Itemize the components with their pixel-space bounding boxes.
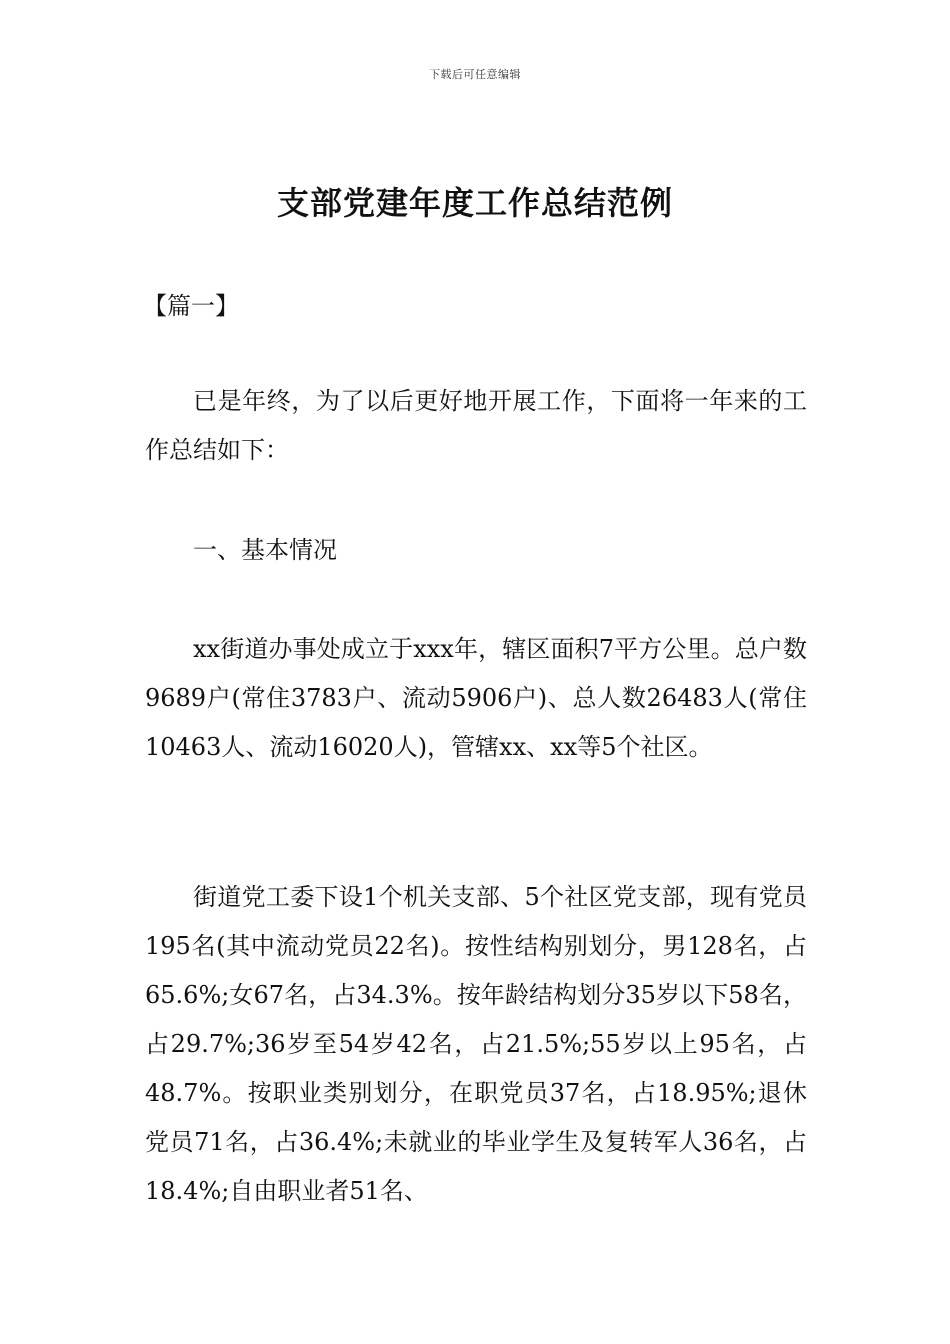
section-heading-basic: 一、基本情况 [193, 536, 337, 564]
basic-info-paragraph: xx街道办事处成立于xxx年，辖区面积7平方公里。总户数9689户(常住3783户、流动5906户)、总人数26483人(常住10463人、流动16020人)，管辖xx、xx等5个社区。 [145, 635, 807, 761]
document-title: 支部党建年度工作总结范例 [276, 184, 673, 222]
intro-paragraph: 已是年终，为了以后更好地开展工作，下面将一年来的工作总结如下： [145, 387, 807, 464]
header-note: 下载后可任意编辑 [429, 68, 521, 81]
members-paragraph: 街道党工委下设1个机关支部、5个社区党支部，现有党员195名(其中流动党员22名)。按性结构别划分，男128名，占65.6%;女67名，占34.3%。按年龄结构划分35岁以下58名，占29.7%;36岁至54岁42名，占21.5%;55岁以上95名，占48.7%。按职业类别划分，在职党员37名，占18.95%;退休党员71名，占36.4%;未就业的毕业学生及复转军人36名，占18.4%;自由职业者51名、 [145, 883, 807, 1205]
section-tag: 【篇一】 [143, 292, 239, 320]
